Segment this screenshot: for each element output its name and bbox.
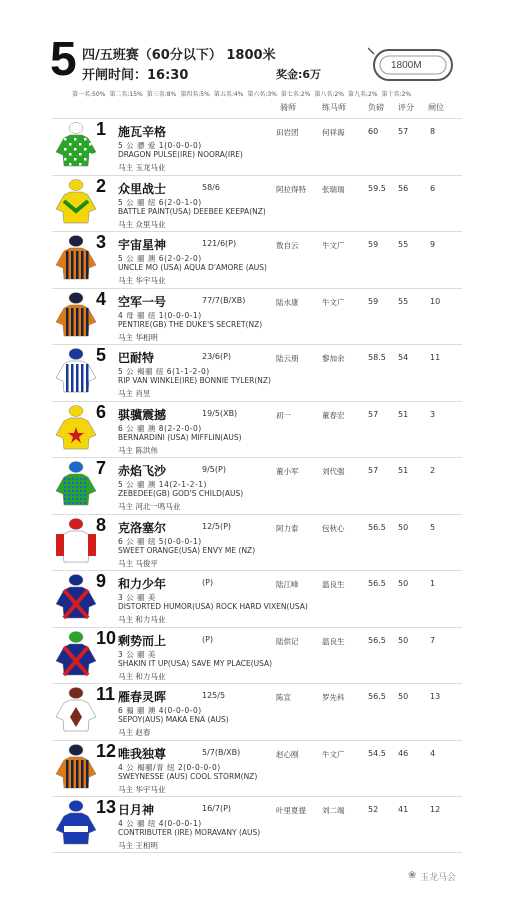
race-header bbox=[0, 0, 513, 110]
runner-number: 7 bbox=[96, 458, 107, 478]
carried-weight: 57 bbox=[368, 466, 379, 475]
owner: 马主 肖昱 bbox=[118, 389, 151, 398]
pedigree: DRAGON PULSE(IRE) NOORA(IRE) bbox=[118, 150, 243, 159]
runner-row bbox=[52, 457, 462, 514]
handicap-score: 51 bbox=[398, 466, 409, 475]
pedigree: RIP VAN WINKLE(IRE) BONNIE TYLER(NZ) bbox=[118, 376, 271, 385]
form-rating: 121/6(P) bbox=[202, 239, 237, 248]
distribution-item: 第一名:50% bbox=[72, 91, 106, 98]
jockey-name: 赵心刚 bbox=[276, 749, 299, 759]
barrier-draw: 6 bbox=[430, 183, 436, 193]
trainer-name: 罗先科 bbox=[322, 693, 345, 702]
barrier-draw: 8 bbox=[430, 127, 436, 136]
owner: 马主 王相明 bbox=[118, 841, 158, 850]
jockey-silks-icon bbox=[56, 348, 96, 394]
distribution-item: 第七名:2% bbox=[280, 91, 311, 98]
carried-weight: 58.5 bbox=[368, 353, 386, 362]
jockey-silks-icon bbox=[56, 292, 96, 338]
carried-weight: 52 bbox=[368, 805, 379, 814]
race-title: 四/五班赛（60分以下） 1800米 bbox=[82, 48, 276, 63]
horse-name: 赤焰飞沙 bbox=[118, 464, 167, 478]
pedigree: UNCLE MO (USA) AQUA D'AMORE (AUS) bbox=[118, 263, 267, 272]
jockey-name: 敖自云 bbox=[276, 241, 299, 250]
handicap-score: 50 bbox=[398, 522, 409, 532]
runner-number: 11 bbox=[96, 684, 116, 704]
runner-number: 1 bbox=[96, 119, 107, 139]
barrier-draw: 7 bbox=[430, 635, 436, 645]
horse-name: 巴耐特 bbox=[118, 351, 155, 365]
runner-row bbox=[52, 627, 462, 684]
form-rating: 77/7(B/XB) bbox=[202, 295, 246, 305]
runner-row bbox=[52, 514, 462, 571]
trainer-name: 包秋心 bbox=[322, 523, 345, 533]
owner: 马主 玉龙马业 bbox=[118, 163, 166, 172]
carried-weight: 56.5 bbox=[368, 692, 386, 701]
jockey-name: 陆水康 bbox=[276, 297, 299, 307]
runner-row bbox=[52, 796, 462, 853]
pedigree: DISTORTED HUMOR(USA) ROCK HARD VIXEN(USA) bbox=[118, 602, 308, 611]
horse-details: 4 公 褐骝/青 纽 2(0-0-0-0) bbox=[118, 762, 221, 772]
pedigree: PENTIRE(GB) THE DUKE'S SECRET(NZ) bbox=[118, 319, 263, 329]
horse-name: 和力少年 bbox=[118, 577, 167, 591]
barrier-draw: 2 bbox=[430, 466, 436, 475]
runner-row bbox=[52, 288, 462, 345]
wechat-icon: ❀ bbox=[408, 870, 417, 881]
horse-details: 5 公 褐骝 纽 6(1-1-2-0) bbox=[118, 367, 210, 376]
horse-details: 3 公 骝 美 bbox=[118, 649, 156, 659]
barrier-draw: 9 bbox=[430, 240, 436, 249]
distribution-item: 第六名:3% bbox=[247, 91, 277, 98]
jockey-name: 陆云朋 bbox=[276, 354, 299, 363]
jockey-name: 叶里夏提 bbox=[276, 806, 306, 815]
track-distance-label: 1800M bbox=[391, 60, 422, 71]
handicap-score: 50 bbox=[398, 579, 409, 588]
barrier-draw: 12 bbox=[430, 805, 441, 814]
col-draw: 闸位 bbox=[428, 103, 444, 112]
trainer-name: 牛文广 bbox=[322, 749, 345, 759]
form-rating: 5/7(B/XB) bbox=[202, 747, 241, 757]
runner-number: 4 bbox=[96, 288, 107, 309]
handicap-score: 56 bbox=[398, 183, 409, 193]
pedigree: ZEBEDEE(GB) GOD'S CHILD(AUS) bbox=[118, 489, 244, 498]
trainer-name: 刘二端 bbox=[322, 806, 345, 815]
form-rating: (P) bbox=[202, 578, 214, 587]
trainer-name: 刘代强 bbox=[322, 467, 345, 476]
runner-row bbox=[52, 740, 462, 797]
watermark: 玉龙马会 bbox=[420, 873, 457, 883]
barrier-draw: 1 bbox=[430, 579, 436, 588]
horse-name: 剩势而上 bbox=[118, 633, 167, 648]
pedigree: CONTRIBUTER (IRE) MORAVANY (AUS) bbox=[118, 828, 261, 837]
horse-name: 空军一号 bbox=[118, 294, 167, 309]
owner: 马主 华宇马业 bbox=[118, 784, 166, 794]
jockey-name: 陆供记 bbox=[276, 636, 299, 646]
handicap-score: 50 bbox=[398, 692, 409, 701]
distribution-item: 第九名:2% bbox=[348, 91, 378, 98]
trainer-name: 牛文广 bbox=[322, 241, 345, 250]
owner: 马主 赵春 bbox=[118, 728, 151, 737]
jockey-silks-icon bbox=[56, 800, 96, 846]
horse-details: 5 公 骝 澳 14(2-1-2-1) bbox=[118, 480, 207, 489]
runner-number: 2 bbox=[96, 175, 107, 196]
distribution-item: 第五名:4% bbox=[213, 91, 244, 98]
carried-weight: 60 bbox=[368, 127, 379, 136]
horse-name: 骐骥震撼 bbox=[118, 407, 167, 422]
col-trainer: 练马师 bbox=[322, 103, 346, 112]
barrier-draw: 10 bbox=[430, 296, 441, 306]
jockey-silks-icon bbox=[56, 122, 96, 168]
form-rating: (P) bbox=[202, 634, 214, 644]
runner-number: 10 bbox=[96, 627, 117, 648]
handicap-score: 46 bbox=[398, 748, 409, 758]
handicap-score: 54 bbox=[398, 353, 409, 362]
runner-number: 12 bbox=[96, 740, 117, 761]
handicap-score: 50 bbox=[398, 635, 409, 645]
runner-number: 5 bbox=[96, 345, 107, 365]
jockey-silks-icon bbox=[56, 179, 96, 225]
runner-row bbox=[52, 401, 462, 458]
barrier-draw: 3 bbox=[430, 409, 436, 419]
trainer-name: 张瑞瑞 bbox=[322, 184, 345, 194]
jockey-name: 陈宣 bbox=[276, 693, 291, 702]
form-rating: 12/5(P) bbox=[202, 521, 232, 531]
owner: 马主 马俊平 bbox=[118, 558, 158, 568]
jockey-silks-icon bbox=[56, 744, 96, 790]
form-rating: 16/7(P) bbox=[202, 804, 232, 813]
horse-details: 4 公 骝 纽 4(0-0-0-1) bbox=[118, 819, 202, 828]
horse-name: 唯我独尊 bbox=[118, 746, 167, 761]
owner: 马主 华相明 bbox=[118, 332, 158, 342]
runner-row bbox=[52, 570, 462, 627]
horse-details: 5 公 骠 爱 1(0-0-0-0) bbox=[118, 141, 202, 150]
distribution-item: 第二名:15% bbox=[109, 91, 143, 98]
handicap-score: 55 bbox=[398, 240, 409, 249]
carried-weight: 56.5 bbox=[368, 635, 386, 645]
runner-row bbox=[52, 118, 462, 175]
barrier-draw: 11 bbox=[430, 353, 441, 362]
runner-number: 8 bbox=[96, 514, 107, 535]
horse-details: 6 公 骝 纽 5(0-0-0-1) bbox=[118, 536, 202, 546]
runner-row bbox=[52, 344, 462, 401]
trainer-name: 温良生 bbox=[322, 580, 345, 589]
owner: 马主 陈洪伟 bbox=[118, 445, 158, 455]
carried-weight: 59 bbox=[368, 296, 379, 306]
jockey-silks-icon bbox=[56, 235, 96, 281]
horse-details: 3 公 骝 美 bbox=[118, 593, 156, 602]
barrier-draw: 5 bbox=[430, 522, 436, 532]
carried-weight: 56.5 bbox=[368, 522, 386, 532]
jockey-name: 田岩团 bbox=[276, 128, 299, 137]
horse-details: 5 公 骝 澳 6(2-0-2-0) bbox=[118, 254, 202, 263]
jockey-silks-icon bbox=[56, 687, 96, 733]
horse-details: 4 母 骝 纽 1(0-0-0-1) bbox=[118, 310, 202, 320]
horse-details: 5 公 骝 纽 6(2-0-1-0) bbox=[118, 197, 202, 207]
pedigree: SHAKIN IT UP(USA) SAVE MY PLACE(USA) bbox=[118, 658, 273, 668]
horse-details: 6 公 骝 澳 8(2-2-0-0) bbox=[118, 423, 202, 433]
form-rating: 125/5 bbox=[202, 691, 226, 700]
jockey-silks-icon bbox=[56, 574, 96, 620]
owner: 马主 和力马业 bbox=[118, 615, 166, 624]
pedigree: BATTLE PAINT(USA) DEEBEE KEEPA(NZ) bbox=[118, 206, 266, 216]
owner: 马主 和力马业 bbox=[118, 671, 166, 681]
jockey-name: 陆江峰 bbox=[276, 580, 299, 589]
distribution-item: 第三名:8% bbox=[146, 91, 177, 98]
carried-weight: 56.5 bbox=[368, 579, 386, 588]
runner-number: 13 bbox=[96, 797, 117, 817]
owner: 马主 众里马业 bbox=[118, 219, 166, 229]
runner-row bbox=[52, 175, 462, 232]
trainer-name: 黎加余 bbox=[322, 354, 345, 363]
handicap-score: 57 bbox=[398, 127, 409, 136]
start-time: 开闸时间：16:30 bbox=[82, 68, 189, 83]
trainer-name: 董春宏 bbox=[322, 410, 345, 420]
owner: 马主 华宇马业 bbox=[118, 276, 166, 285]
handicap-score: 51 bbox=[398, 409, 409, 419]
owner: 马主 河北一鸣马业 bbox=[118, 502, 181, 511]
handicap-score: 41 bbox=[398, 805, 409, 814]
form-rating: 58/6 bbox=[202, 182, 220, 192]
barrier-draw: 13 bbox=[430, 692, 441, 701]
distribution-item: 第八名:2% bbox=[314, 91, 344, 98]
barrier-draw: 4 bbox=[430, 748, 436, 758]
horse-name: 日月神 bbox=[118, 803, 155, 817]
horse-name: 雁春灵晖 bbox=[118, 690, 167, 704]
jockey-name: 董小军 bbox=[276, 467, 299, 476]
form-rating: 9/5(P) bbox=[202, 465, 226, 474]
carried-weight: 59 bbox=[368, 240, 379, 249]
pedigree: SWEET ORANGE(USA) ENVY ME (NZ) bbox=[118, 545, 256, 555]
form-rating: 19/5(XB) bbox=[202, 408, 238, 418]
jockey-name: 初一 bbox=[276, 410, 291, 420]
carried-weight: 54.5 bbox=[368, 748, 386, 758]
trainer-name: 温良生 bbox=[322, 636, 345, 646]
form-rating: 23/6(P) bbox=[202, 352, 232, 361]
pedigree: SEPOY(AUS) MAKA ENA (AUS) bbox=[118, 715, 229, 724]
pedigree: SWEYNESSE (AUS) COOL STORM(NZ) bbox=[118, 771, 258, 781]
jockey-silks-icon bbox=[56, 405, 96, 451]
jockey-name: 阿力泰 bbox=[276, 523, 299, 533]
horse-name: 克洛塞尔 bbox=[118, 520, 167, 535]
jockey-silks-icon bbox=[56, 518, 96, 564]
col-weight: 负磅 bbox=[368, 103, 384, 112]
horse-name: 宇宙星神 bbox=[118, 238, 167, 252]
runner-number: 3 bbox=[96, 232, 107, 252]
prize-money: 奖金:6万 bbox=[276, 68, 322, 81]
runner-number: 9 bbox=[96, 571, 107, 591]
col-jockey: 骑师 bbox=[280, 103, 296, 112]
carried-weight: 57 bbox=[368, 409, 379, 419]
distribution-item: 第十名:2% bbox=[381, 91, 412, 98]
prize-distribution bbox=[72, 89, 472, 98]
col-score: 评分 bbox=[398, 103, 414, 112]
runner-number: 6 bbox=[96, 401, 107, 422]
trainer-name: 牛文广 bbox=[322, 297, 345, 307]
carried-weight: 59.5 bbox=[368, 183, 386, 193]
jockey-silks-icon bbox=[56, 631, 96, 677]
race-number: 5 bbox=[50, 33, 77, 86]
horse-details: 6 骟 骝 澳 4(0-0-0-0) bbox=[118, 706, 202, 715]
jockey-name: 阿拉得特 bbox=[276, 184, 306, 194]
horse-name: 众里战士 bbox=[118, 181, 167, 196]
handicap-score: 55 bbox=[398, 296, 409, 306]
trainer-name: 何祥海 bbox=[322, 128, 345, 137]
horse-name: 施瓦辛格 bbox=[118, 125, 167, 139]
jockey-silks-icon bbox=[56, 461, 96, 507]
runner-row bbox=[52, 683, 462, 740]
pedigree: BERNARDINI (USA) MIFFLIN(AUS) bbox=[118, 432, 242, 442]
distribution-item: 第四名:5% bbox=[180, 91, 210, 98]
runner-row bbox=[52, 231, 462, 288]
